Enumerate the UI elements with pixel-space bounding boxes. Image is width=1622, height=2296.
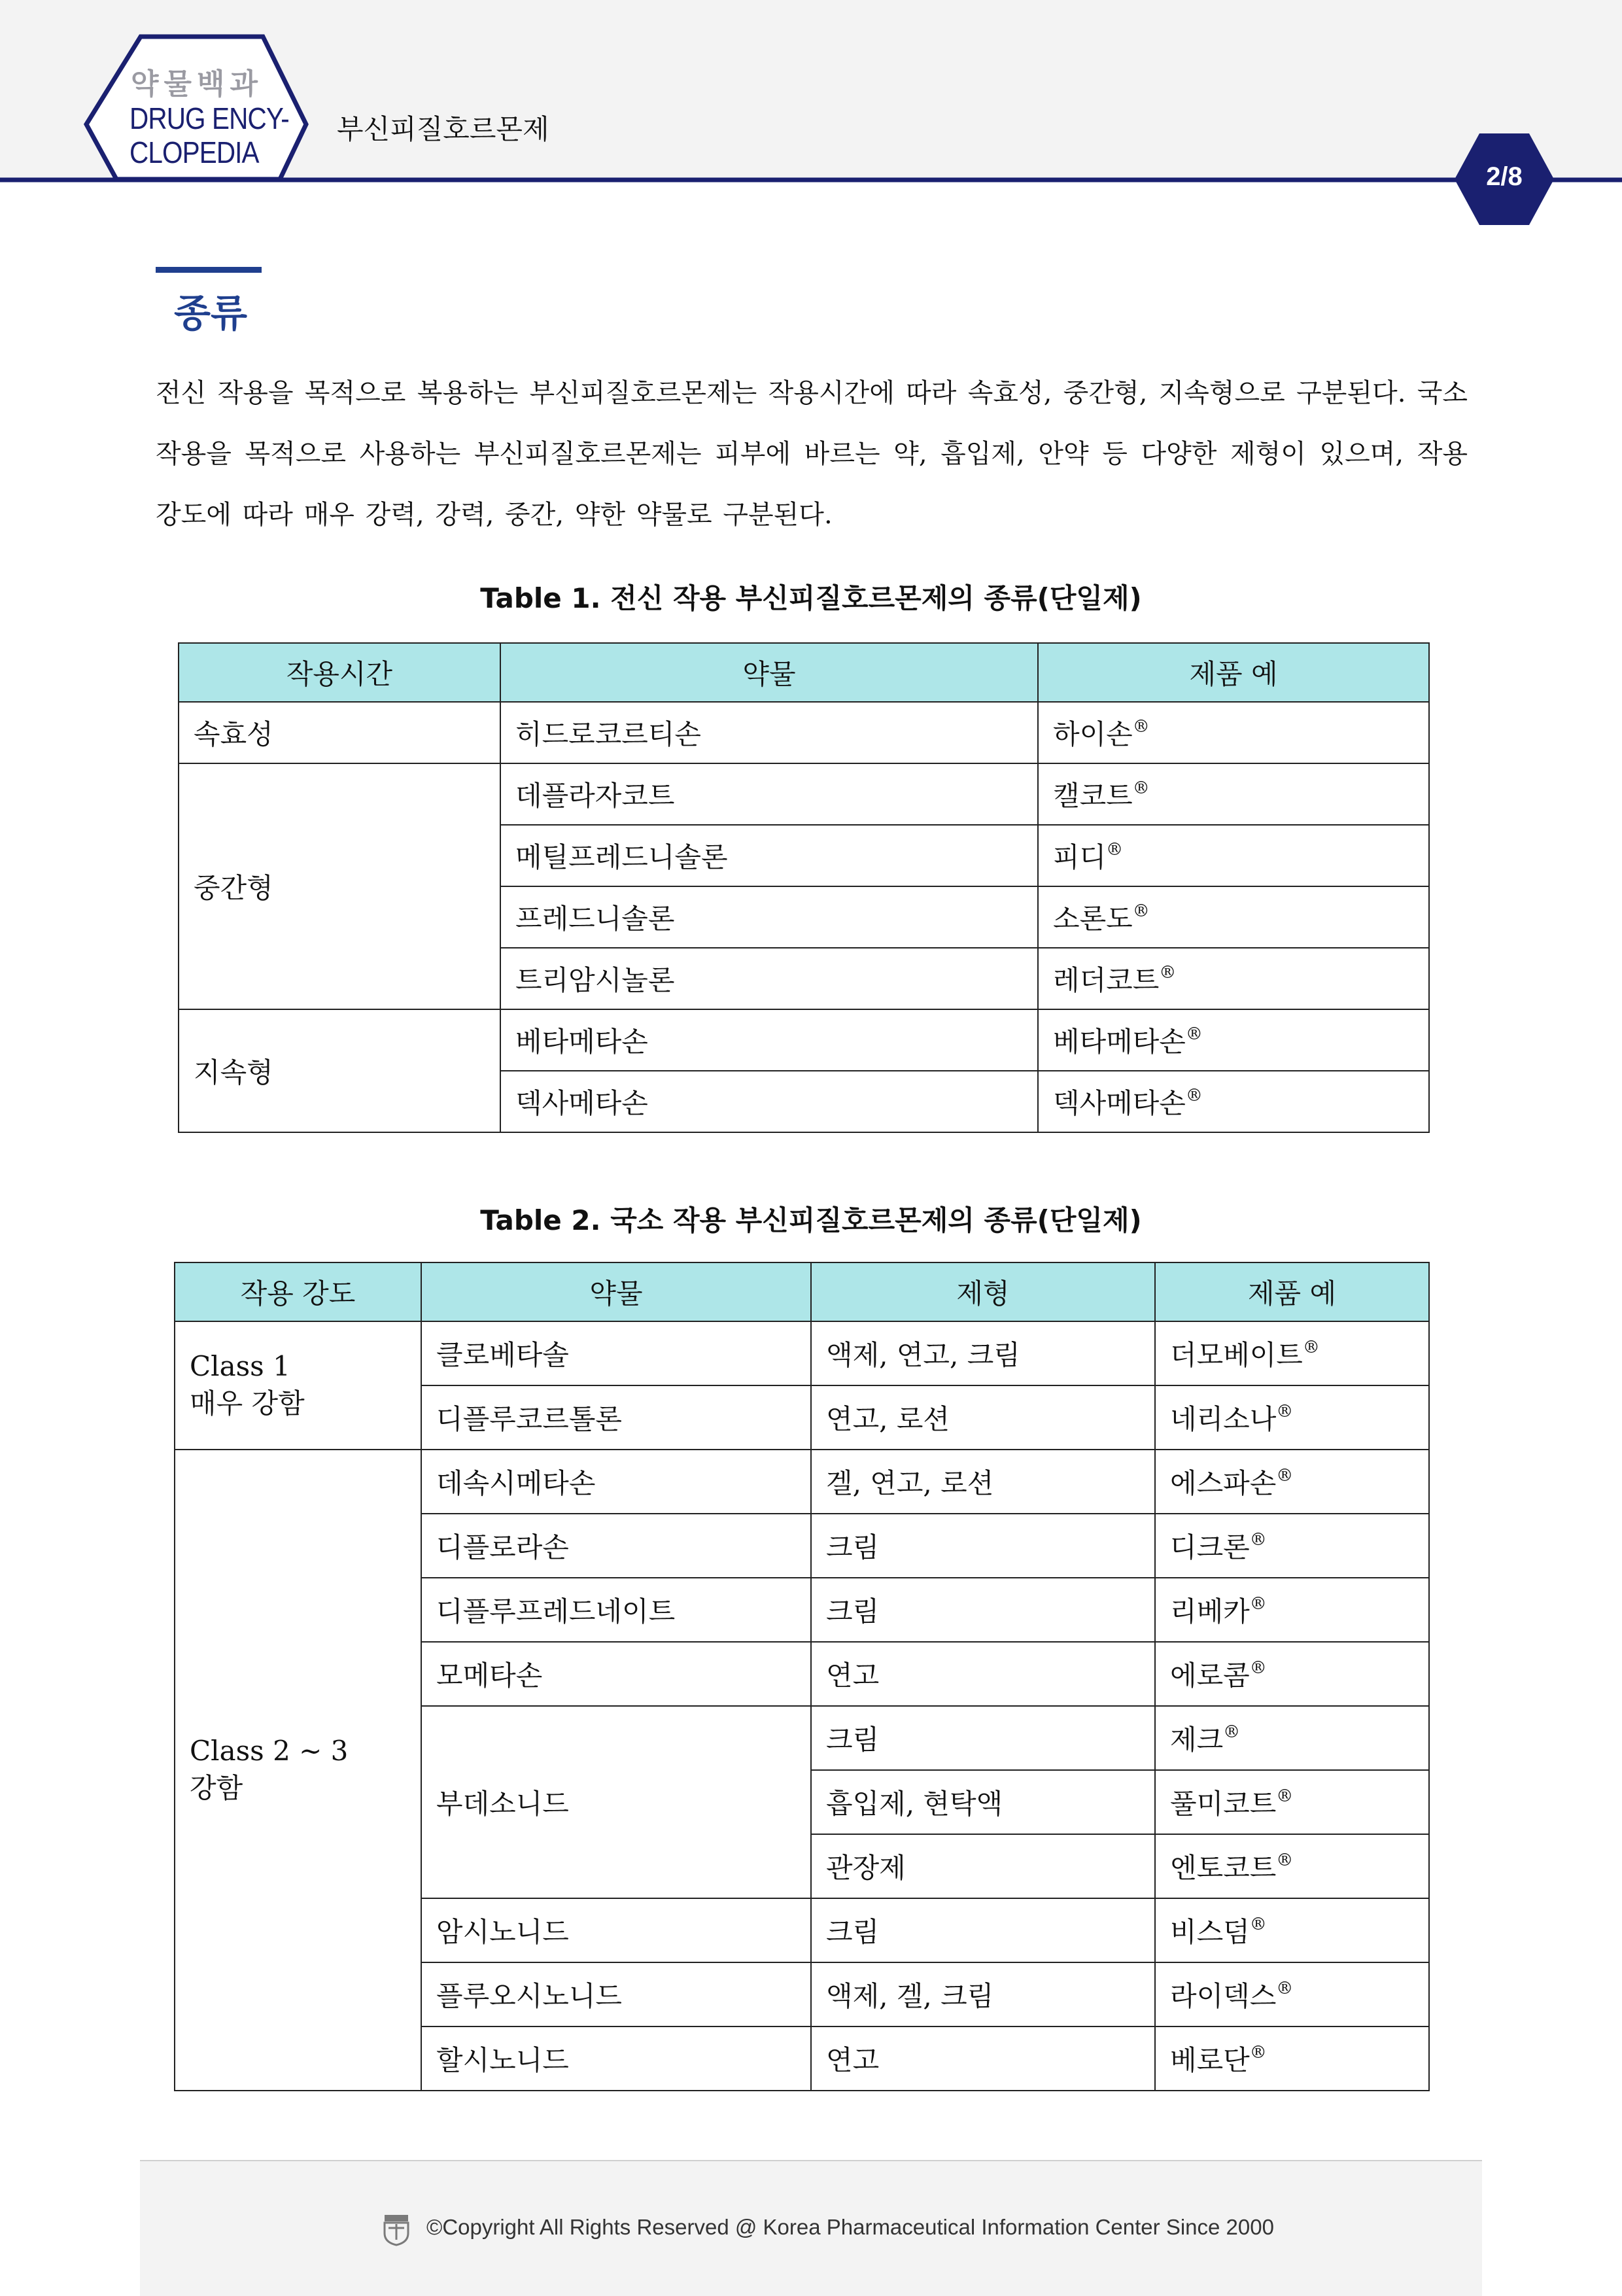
drug-cell: 부데소니드 bbox=[421, 1706, 811, 1898]
table1 bbox=[178, 642, 1430, 1133]
product-cell: 베타메타손® bbox=[1038, 1009, 1429, 1071]
potency-cell bbox=[175, 1321, 421, 1450]
drug-cell: 히드로코르티손 bbox=[500, 702, 1038, 763]
drug-cell: 트리암시놀론 bbox=[500, 948, 1038, 1009]
potency-label: 강함 bbox=[190, 1771, 243, 1804]
logo-english-line1: DRUG ENCY- bbox=[129, 101, 289, 135]
table-row bbox=[179, 763, 1429, 825]
product-cell: 풀미코트® bbox=[1155, 1770, 1429, 1834]
drug-cell: 디플루프레드네이트 bbox=[421, 1578, 811, 1642]
duration-cell: 속효성 bbox=[179, 702, 500, 763]
drug-cell: 메틸프레드니솔론 bbox=[500, 825, 1038, 886]
form-cell: 액제, 겔, 크림 bbox=[811, 1962, 1155, 2026]
intro-paragraph: 전신 작용을 목적으로 복용하는 부신피질호르몬제는 작용시간에 따라 속효성, 중간형, 지속형으로 구분된다. 국소 작용을 목적으로 사용하는 부신피질호르몬제는 피부에 바르는 약, 흡입제, 안약 등 다양한 제형이 있으며, 작용 강도에 따라 매우 강력, 강력, 중간, 약한 약물로 구분된다. bbox=[156, 378, 1468, 530]
duration-cell: 중간형 bbox=[179, 763, 500, 1009]
product-cell: 덱사메타손® bbox=[1038, 1071, 1429, 1132]
table2-caption: Table 2. 국소 작용 부신피질호르몬제의 종류(단일제) bbox=[480, 1204, 1142, 1236]
product-cell: 라이덱스® bbox=[1155, 1962, 1429, 2026]
product-cell: 비스덤® bbox=[1155, 1898, 1429, 1962]
table1-caption: Table 1. 전신 작용 부신피질호르몬제의 종류(단일제) bbox=[480, 582, 1142, 614]
table2 bbox=[174, 1262, 1430, 2091]
table-row bbox=[179, 1009, 1429, 1071]
drug-cell: 베타메타손 bbox=[500, 1009, 1038, 1071]
table1-header-row bbox=[179, 643, 1429, 702]
table2-header-cell: 제품 예 bbox=[1155, 1262, 1429, 1321]
product-cell: 리베카® bbox=[1155, 1578, 1429, 1642]
form-cell: 겔, 연고, 로션 bbox=[811, 1450, 1155, 1514]
potency-label: 매우 강함 bbox=[190, 1387, 305, 1419]
table1-header-cell: 제품 예 bbox=[1038, 643, 1429, 702]
document-title: 부신피질호르몬제 bbox=[337, 113, 549, 145]
logo-english-line2: CLOPEDIA bbox=[129, 135, 259, 169]
section-title: 종류 bbox=[174, 291, 248, 336]
drug-cell: 데플라자코트 bbox=[500, 763, 1038, 825]
drug-cell: 데속시메타손 bbox=[421, 1450, 811, 1514]
potency-cell bbox=[175, 1450, 421, 2091]
product-cell: 레더코트® bbox=[1038, 948, 1429, 1009]
product-cell: 더모베이트® bbox=[1155, 1321, 1429, 1385]
product-cell: 소론도® bbox=[1038, 886, 1429, 948]
table-row bbox=[179, 702, 1429, 763]
product-cell: 에로콤® bbox=[1155, 1642, 1429, 1706]
product-cell: 네리소나® bbox=[1155, 1385, 1429, 1450]
form-cell: 크림 bbox=[811, 1706, 1155, 1770]
potency-class: Class 1 bbox=[190, 1349, 290, 1382]
form-cell: 크림 bbox=[811, 1514, 1155, 1578]
drug-cell: 덱사메타손 bbox=[500, 1071, 1038, 1132]
form-cell: 크림 bbox=[811, 1578, 1155, 1642]
table-row bbox=[175, 1450, 1429, 1514]
table-row bbox=[175, 1321, 1429, 1385]
crest-icon bbox=[382, 2214, 411, 2246]
table2-header-row bbox=[175, 1262, 1429, 1321]
logo-english bbox=[129, 101, 289, 169]
product-cell: 캘코트® bbox=[1038, 763, 1429, 825]
table2-header-cell: 작용 강도 bbox=[175, 1262, 421, 1321]
table2-header-cell: 약물 bbox=[421, 1262, 811, 1321]
drug-cell: 암시노니드 bbox=[421, 1898, 811, 1962]
product-cell: 에스파손® bbox=[1155, 1450, 1429, 1514]
potency-class: Class 2 ~ 3 bbox=[190, 1734, 349, 1767]
drug-cell: 클로베타솔 bbox=[421, 1321, 811, 1385]
duration-cell: 지속형 bbox=[179, 1009, 500, 1132]
form-cell: 액제, 연고, 크림 bbox=[811, 1321, 1155, 1385]
form-cell: 흡입제, 현탁액 bbox=[811, 1770, 1155, 1834]
drug-cell: 디플루코르톨론 bbox=[421, 1385, 811, 1450]
section-accent-bar bbox=[156, 267, 262, 273]
drug-cell: 프레드니솔론 bbox=[500, 886, 1038, 948]
drug-cell: 모메타손 bbox=[421, 1642, 811, 1706]
form-cell: 관장제 bbox=[811, 1834, 1155, 1898]
form-cell: 연고 bbox=[811, 2026, 1155, 2091]
form-cell: 크림 bbox=[811, 1898, 1155, 1962]
product-cell: 하이손® bbox=[1038, 702, 1429, 763]
drug-cell: 플루오시노니드 bbox=[421, 1962, 811, 2026]
product-cell: 피디® bbox=[1038, 825, 1429, 886]
drug-cell: 할시노니드 bbox=[421, 2026, 811, 2091]
product-cell: 디크론® bbox=[1155, 1514, 1429, 1578]
table1-header-cell: 약물 bbox=[500, 643, 1038, 702]
form-cell: 연고, 로션 bbox=[811, 1385, 1155, 1450]
drug-cell: 디플로라손 bbox=[421, 1514, 811, 1578]
table2-header-cell: 제형 bbox=[811, 1262, 1155, 1321]
product-cell: 제크® bbox=[1155, 1706, 1429, 1770]
product-cell: 베로단® bbox=[1155, 2026, 1429, 2091]
table1-header-cell: 작용시간 bbox=[179, 643, 500, 702]
footer-copyright: ©Copyright All Rights Reserved @ Korea Pharmaceutical Information Center Since 2000 bbox=[426, 2215, 1274, 2239]
product-cell: 엔토코트® bbox=[1155, 1834, 1429, 1898]
form-cell: 연고 bbox=[811, 1642, 1155, 1706]
page-number: 2/8 bbox=[1486, 162, 1523, 191]
logo-korean: 약물백과 bbox=[131, 67, 264, 101]
